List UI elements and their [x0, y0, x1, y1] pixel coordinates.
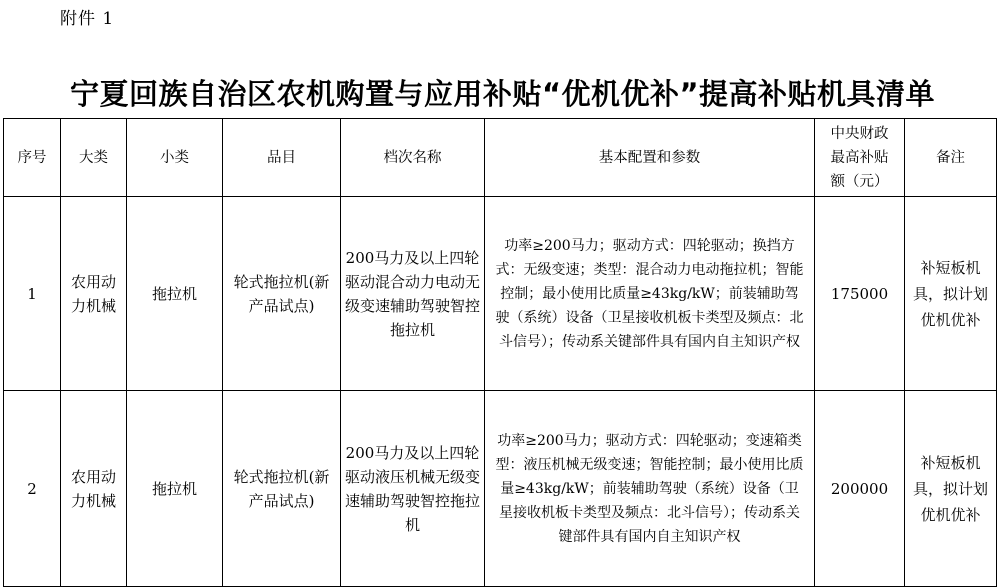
header-index: 序号	[4, 119, 61, 197]
header-params: 基本配置和参数	[485, 119, 815, 197]
cell-category: 农用动力机械	[61, 197, 127, 391]
header-subcategory: 小类	[127, 119, 223, 197]
cell-subcategory: 拖拉机	[127, 391, 223, 587]
cell-index: 2	[4, 391, 61, 587]
header-category: 大类	[61, 119, 127, 197]
header-remark: 备注	[905, 119, 997, 197]
cell-subsidy: 200000	[815, 391, 905, 587]
table-row	[4, 197, 997, 391]
header-item: 品目	[223, 119, 341, 197]
cell-subsidy: 175000	[815, 197, 905, 391]
cell-subcategory: 拖拉机	[127, 197, 223, 391]
cell-category: 农用动力机械	[61, 391, 127, 587]
header-grade-name: 档次名称	[341, 119, 485, 197]
attachment-label: 附件 1	[60, 9, 115, 29]
header-subsidy-line2: 最高补贴	[830, 149, 889, 166]
cell-params: 功率≥200马力；驱动方式：四轮驱动；变速箱类型：液压机械无级变速；智能控制；最小使用比质量≥43kg/kW；前装辅助驾驶（系统）设备（卫星接收机板卡类型及频点：北斗信号）；传动系关键部件具有国内自主知识产权	[485, 391, 815, 587]
cell-item: 轮式拖拉机(新产品试点)	[223, 391, 341, 587]
cell-remark: 补短板机具，拟计划优机优补	[905, 391, 997, 587]
cell-grade-name: 200马力及以上四轮驱动液压机械无级变速辅助驾驶智控拖拉机	[341, 391, 485, 587]
table-header-row	[4, 119, 997, 197]
cell-item: 轮式拖拉机(新产品试点)	[223, 197, 341, 391]
document-title: 宁夏回族自治区农机购置与应用补贴“优机优补”提高补贴机具清单	[69, 77, 936, 111]
cell-params: 功率≥200马力；驱动方式：四轮驱动；换挡方式：无级变速；类型：混合动力电动拖拉机；智能控制；最小使用比质量≥43kg/kW；前装辅助驾驶（系统）设备（卫星接收机板卡类型及频点：北斗信号）；传动系关键部件具有国内自主知识产权	[485, 197, 815, 391]
cell-grade-name: 200马力及以上四轮驱动混合动力电动无级变速辅助驾驶智控拖拉机	[341, 197, 485, 391]
cell-remark: 补短板机具，拟计划优机优补	[905, 197, 997, 391]
subsidy-table	[3, 118, 997, 587]
header-subsidy-line1: 中央财政	[830, 125, 889, 142]
header-subsidy-line3: 额（元）	[830, 173, 889, 190]
header-subsidy	[815, 119, 905, 197]
cell-index: 1	[4, 197, 61, 391]
table-row	[4, 391, 997, 587]
